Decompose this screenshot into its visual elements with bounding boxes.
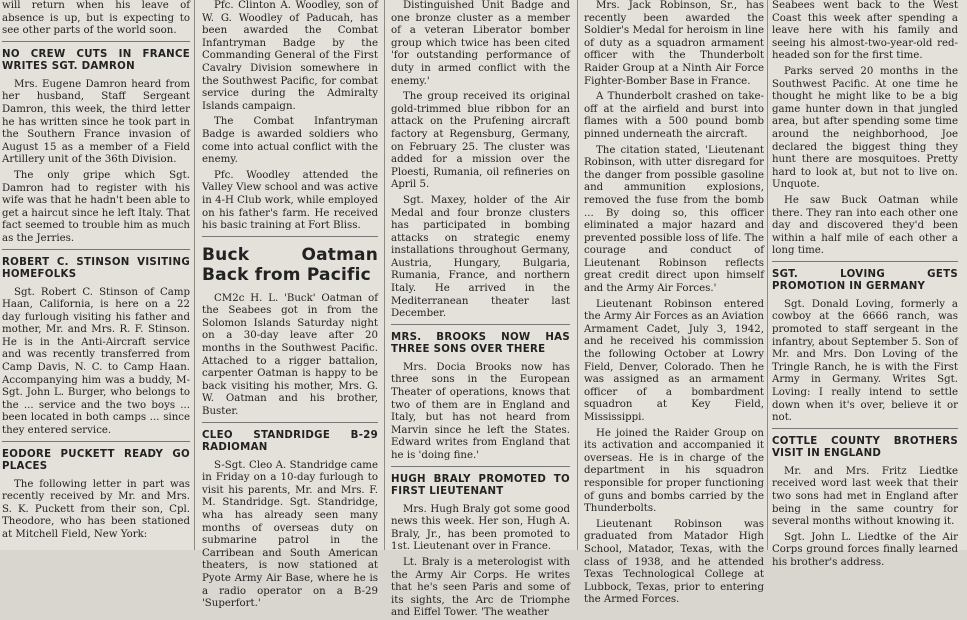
headline: MRS. BROOKS NOW HAS THREE SONS OVER THERE: [391, 331, 570, 355]
article-paragraph: Pfc. Clinton A. Woodley, son of W. G. Woodley of Paducah, has been awarded the Combat Infantryman Badge by the Commanding General of the First Cavalry Division somewhere in the Southwest Pacific, for combat service during the Admiralty Islands campaign.: [202, 0, 378, 112]
article-paragraph: Lieutenant Robinson entered the Army Air Forces as an Aviation Armament Cadet, July 3, 1942, and he received his commission the following October at Lowry Field, Denver, Colorado. Then he was assigned as an armament officer of a bombardment squadron at Key Field, Mississippi.: [584, 298, 764, 423]
headline: ROBERT C. STINSON VISITING HOMEFOLKS: [2, 256, 190, 280]
column-divider: [391, 466, 570, 467]
article-paragraph: Mrs. Jack Robinson, Sr., has recently been awarded the Soldier's Medal for heroism in line of duty as a squadron armament officer with the Thunderbolt Raider Group at a Ninth Air Force Fighter-Bomber Base in France.: [584, 0, 764, 87]
column-rule: [194, 0, 195, 550]
headline: CLEO STANDRIDGE B-29 RADIOMAN: [202, 429, 378, 453]
column-divider: [202, 422, 378, 423]
article-paragraph: Sgt. Robert C. Stinson of Camp Haan, California, is here on a 22 day furlough visiting his father and mother, Mr. and Mrs. R. F. Stinson. He is in the Anti-Aircraft service and was recently transferred from Camp Davis, N. C. to Camp Haan. Accompanying him was a buddy, M-Sgt. John L. Burger, who belongs to the ... service and the two boys ... been located in both camps ... since they entered service.: [2, 286, 190, 437]
headline: COTTLE COUNTY BROTHERS VISIT IN ENGLAND: [772, 435, 958, 459]
column-rule: [577, 0, 578, 550]
article-paragraph: Mrs. Eugene Damron heard from her husband, Staff Sergeant Damron, this week, the third letter he has written since he took part in the Southern France invasion of August 15 as a member of a Field Artillery unit of the 36th Division.: [2, 78, 190, 166]
column-5: [772, 0, 958, 568]
headline: HUGH BRALY PROMOTED TO FIRST LIEUTENANT: [391, 473, 570, 497]
column-divider: [2, 249, 190, 250]
article-paragraph: CM2c H. L. 'Buck' Oatman of the Seabees got in from the Solomon Islands Saturday night on a 30-day leave after 20 months in the Southwest Pacific. Attached to a rigger battalion, carpenter Oatman is happy to be back visiting his mother, Mrs. G. W. Oatman and his brother, Buster.: [202, 292, 378, 418]
article-paragraph: Pfc. Woodley attended the Valley View school and was active in 4-H Club work, while employed on his father's farm. He received his basic training at Fort Bliss.: [202, 169, 378, 232]
article-paragraph: Seabees went back to the West Coast this week after spending a leave here with his family and seeing his almost-two-year-old red-headed son for the first time.: [772, 0, 958, 62]
column-divider: [2, 41, 190, 42]
column-divider: [391, 324, 570, 325]
headline-large: Buck Oatman Back from Pacific: [202, 244, 378, 285]
article-paragraph: Lt. Braly is a meterologist with the Army Air Corps. He writes that he's seen Paris and some of its sights, the Arc de Triomphe and Eiffel Tower. 'The weather: [391, 556, 570, 619]
article-paragraph: Distinguished Unit Badge and one bronze cluster as a member of a veteran Liberator bomber group which twice has been cited 'for outstanding performance of duty in armed conflict with the enemy.': [391, 0, 570, 87]
column-rule: [767, 0, 768, 550]
article-paragraph: The citation stated, 'Lieutenant Robinson, with utter disregard for the danger from possible gasoline and ammunition explosions, removed the fuse from the bomb ... By doing so, this officer eliminated a major hazard and prevented possible loss of life. The courage and conduct of Lieutenant Robinson reflects great credit direct upon himself and the Army Air Forces.': [584, 144, 764, 295]
column-4: [584, 0, 764, 606]
article-paragraph: The following letter in part was recently received by Mr. and Mrs. S. K. Puckett from their son, Cpl. Theodore, who has been stationed at Mitchell Field, New York:: [2, 478, 190, 540]
article-paragraph: Sgt. John L. Liedtke of the Air Corps ground forces finally learned his brother's address.: [772, 531, 958, 568]
headline: SGT. LOVING GETS PROMOTION IN GERMANY: [772, 268, 958, 292]
article-paragraph: Sgt. Donald Loving, formerly a cowboy at the 6666 ranch, was promoted to staff sergeant in the infantry, about September 5. Son of Mr. and Mrs. Don Loving of the Tringle Ranch, he is with the First Army in Germany. Writes Sgt. Loving: I really intend to settle down when it's over, believe it or not.: [772, 298, 958, 424]
column-divider: [2, 441, 190, 442]
article-paragraph: He joined the Raider Group on its activation and accompanied it overseas. He is in charge of the department in his squadron responsible for proper functioning of guns and bombs carried by the Thunderbolts.: [584, 427, 764, 515]
article-paragraph: The Combat Infantryman Badge is awarded soldiers who come into actual conflict with the enemy.: [202, 116, 378, 166]
article-paragraph: Lieutenant Robinson was graduated from Matador High School, Matador, Texas, with the class of 1938, and he attended Texas Technological College at Lubbock, Texas, prior to entering the Armed Forces.: [584, 518, 764, 606]
article-paragraph: S-Sgt. Cleo A. Standridge came in Friday on a 10-day furlough to visit his parents, Mr. and Mrs. F. M. Standridge. Sgt. Standridge, wha has already seen many months of overseas duty on submarine patrol in the Carribean and South American theaters, is now stationed at Pyote Army Air Base, where he is a radio operator on a B-29 'Superfort.': [202, 459, 378, 610]
column-rule: [384, 0, 385, 550]
article-paragraph: Parks served 20 months in the Southwest Pacific. At one time he thought he might like to be a big game hunter down in that jungled area, but after spending some time around the neighborhood, Joe declared the biggest thing they hunt there are mosquitoes. Pretty hard to look at, but not to live on. Unquote.: [772, 65, 958, 191]
column-divider: [772, 428, 958, 429]
article-paragraph: The only gripe which Sgt. Damron had to register with his wife was that he hadn't been able to get a haircut since he left Italy. That fact seemed to trouble him as much as the Jerries.: [2, 169, 190, 244]
column-2: [202, 0, 378, 610]
headline: NO CREW CUTS IN FRANCE WRITES SGT. DAMRON: [2, 48, 190, 72]
article-paragraph: The group received its original gold-trimmed blue ribbon for an attack on the Prufening aircraft factory at Regensburg, Germany, on February 25. The cluster was added for a mission over the Ploesti, Rumania, oil refineries on April 5.: [391, 91, 570, 191]
column-divider: [772, 261, 958, 262]
article-paragraph: He saw Buck Oatman while there. They ran into each other one day and discovered they'd been within a half mile of each other a long time.: [772, 194, 958, 257]
column-1: [2, 0, 190, 550]
article-paragraph: Mrs. Docia Brooks now has three sons in the European Theater of operations, knows that two of them are in England and Italy, but has not heard from Marvin since he left the States. Edward writes from England that he is 'doing fine.': [391, 361, 570, 461]
headline: EODORE PUCKETT READY GO PLACES: [2, 448, 190, 472]
article-paragraph: Mr. and Mrs. Fritz Liedtke received word last week that their two sons had met in England after being in the same country for several months without knowing it.: [772, 465, 958, 528]
column-divider: [202, 236, 378, 237]
column-3: [391, 0, 570, 619]
article-paragraph: Sgt. Maxey, holder of the Air Medal and four bronze clusters has participated in bombing attacks on strategic enemy installations throughout Germany, Austria, Hungary, Bulgaria, Rumania, France, and northern Italy. He arrived in the Mediterranean theater last December.: [391, 194, 570, 320]
article-paragraph: will return when his leave of absence is up, but is expecting to see other parts of the world soon.: [2, 0, 190, 37]
article-paragraph: Mrs. Hugh Braly got some good news this week. Her son, Hugh A. Braly, Jr., has been promoted to 1st. Lieutenant over in France.: [391, 503, 570, 553]
article-paragraph: A Thunderbolt crashed on take-off at the airfield and burst into flames with a 500 pound bomb pinned underneath the aircraft.: [584, 91, 764, 140]
